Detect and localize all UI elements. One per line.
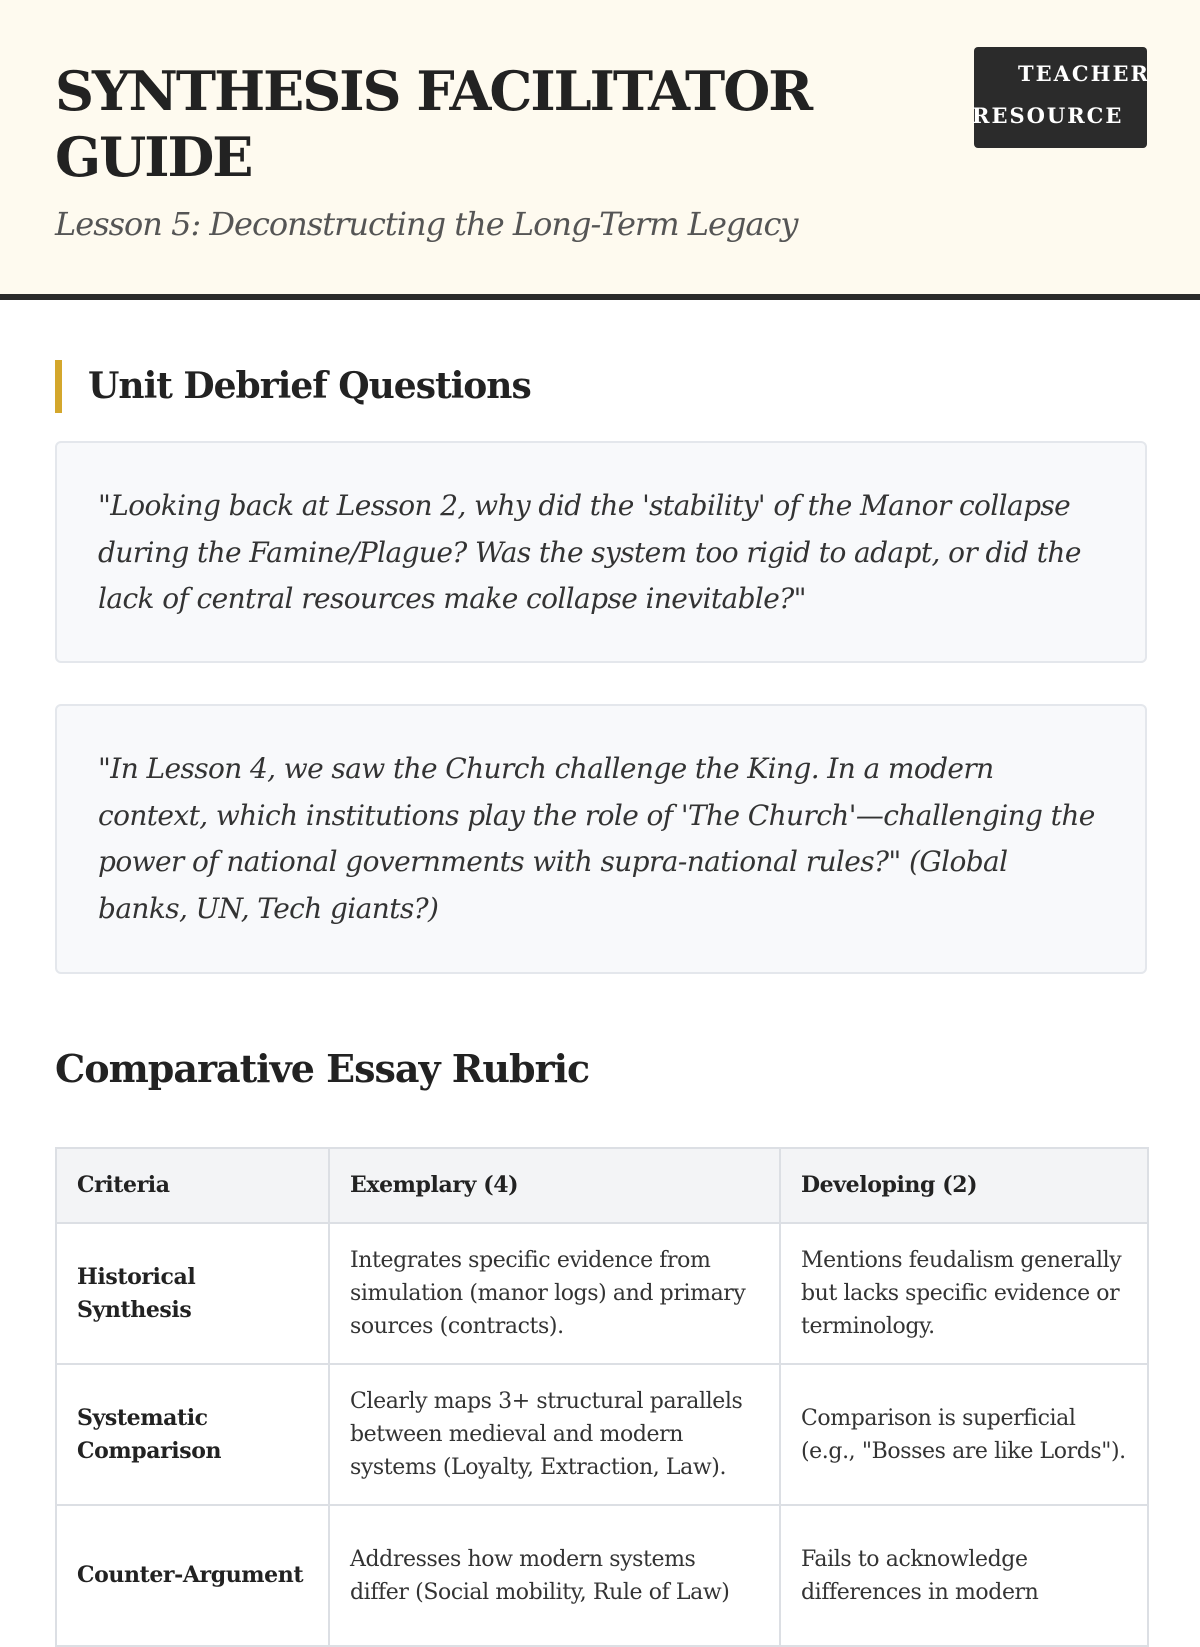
column-header-developing: Developing (2)	[780, 1148, 1148, 1223]
section-accent-bar	[55, 360, 62, 413]
debrief-question-card	[55, 704, 1147, 974]
page-subtitle: Lesson 5: Deconstructing the Long-Term Legacy	[55, 205, 798, 243]
rubric-section-title: Comparative Essay Rubric	[55, 1046, 590, 1091]
table-row	[56, 1505, 1148, 1646]
criteria-cell: Systematic Comparison	[56, 1364, 329, 1505]
debrief-section-title: Unit Debrief Questions	[88, 365, 531, 407]
teacher-resource-badge	[972, 47, 1150, 148]
developing-cell: Comparison is superficial (e.g., "Bosses are like Lords").	[780, 1364, 1148, 1505]
exemplary-cell: Integrates specific evidence from simulation (manor logs) and primary sources (contracts).	[329, 1223, 780, 1364]
debrief-question-card	[55, 441, 1147, 663]
badge-line-2: RESOURCE	[972, 103, 1124, 128]
exemplary-cell: Clearly maps 3+ structural parallels between medieval and modern systems (Loyalty, Extraction, Law).	[329, 1364, 780, 1505]
badge-line-1: TEACHER	[1018, 61, 1150, 86]
rubric-header-row	[56, 1148, 1148, 1223]
column-header-criteria: Criteria	[56, 1148, 329, 1223]
criteria-cell: Historical Synthesis	[56, 1223, 329, 1364]
page-title: SYNTHESIS FACILITATOR GUIDE	[55, 59, 812, 189]
page-header	[0, 0, 1200, 300]
column-header-exemplary: Exemplary (4)	[329, 1148, 780, 1223]
developing-cell: Fails to acknowledge differences in modern	[780, 1505, 1148, 1646]
debrief-question-text: "Looking back at Lesson 2, why did the 'stability' of the Manor collapse during the Famine/Plague? Was the system too rigid to adapt, or did the lack of central resources make collapse inevitable?"	[98, 489, 1081, 615]
criteria-cell: Counter-Argument	[56, 1505, 329, 1646]
table-row	[56, 1223, 1148, 1364]
developing-cell: Mentions feudalism generally but lacks specific evidence or terminology.	[780, 1223, 1148, 1364]
exemplary-cell: Addresses how modern systems differ (Social mobility, Rule of Law)	[329, 1505, 780, 1646]
table-row	[56, 1364, 1148, 1505]
debrief-question-text: "In Lesson 4, we saw the Church challenge the King. In a modern context, which institutions play the role of 'The Church'—challenging the power of national governments with supra-national rules?" (Global banks, UN, Tech giants?)	[98, 752, 1095, 925]
rubric-table	[55, 1147, 1149, 1647]
